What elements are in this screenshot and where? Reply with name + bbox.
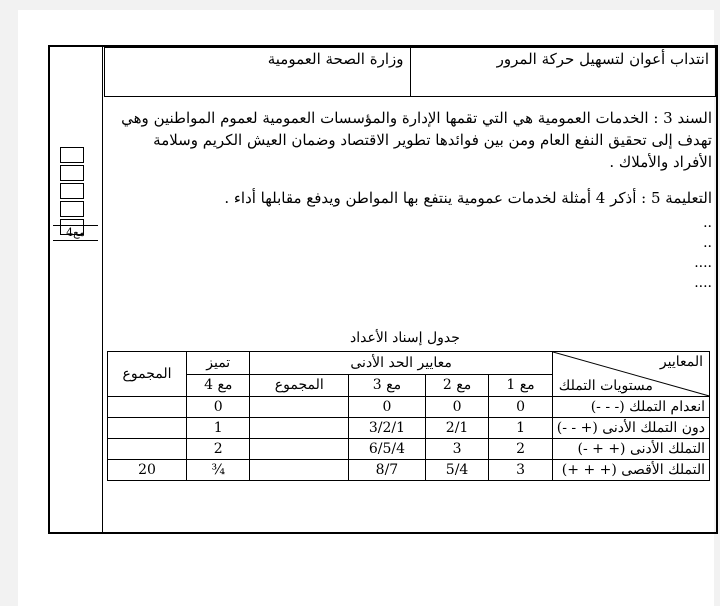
score-cell: 8/7 [349, 460, 426, 481]
level-cell: التملك الأقصى (+ + +) [552, 460, 709, 481]
level-cell: انعدام التملك (- - -) [552, 397, 709, 418]
total-header: المجموع [108, 352, 187, 397]
topic-cell: انتداب أعوان لتسهيل حركة المرور [410, 48, 716, 97]
answer-lines[interactable] [112, 213, 712, 293]
table-row [108, 418, 710, 439]
score-cell: 3 [489, 460, 552, 481]
score-cell: 0 [187, 397, 250, 418]
answer-line[interactable]: .. [703, 215, 712, 231]
col-header: المجموع [250, 374, 349, 397]
answer-line[interactable]: .. [703, 235, 712, 251]
score-cell: 5/4 [425, 460, 488, 481]
total-cell [108, 439, 187, 460]
ministry-cell: وزارة الصحة العمومية [105, 48, 411, 97]
criterion-label: مع4 [53, 225, 98, 241]
grading-title: جدول إسناد الأعداد [350, 330, 460, 346]
total-cell: 20 [108, 460, 187, 481]
subtotal-cell [250, 439, 349, 460]
min-criteria-header: معايير الحد الأدنى [250, 352, 552, 375]
score-cell: 1 [187, 418, 250, 439]
table-row [108, 439, 710, 460]
score-cell: 3/2/1 [349, 418, 426, 439]
score-box[interactable] [60, 147, 84, 163]
total-cell [108, 397, 187, 418]
instruction-text: التعليمة 5 : أذكر 4 أمثلة لخدمات عمومية ينتفع بها المواطن ويدفع مقابلها أداء . [224, 189, 712, 207]
answer-line[interactable]: .... [694, 275, 712, 291]
page-frame [48, 45, 718, 534]
score-cell: 2 [489, 439, 552, 460]
table-row [108, 397, 710, 418]
score-cell: 0 [349, 397, 426, 418]
score-box[interactable] [60, 165, 84, 181]
exam-sheet [18, 10, 714, 606]
answer-line[interactable]: .... [694, 255, 712, 271]
subtotal-cell [250, 397, 349, 418]
score-cell: 2/1 [425, 418, 488, 439]
exercise-content [112, 107, 712, 293]
excellence-header: تميز [187, 352, 250, 375]
score-cell: 0 [489, 397, 552, 418]
table-row [108, 460, 710, 481]
subtotal-cell [250, 418, 349, 439]
col-header: مع 3 [349, 374, 426, 397]
score-cell: 1 [489, 418, 552, 439]
header-table [104, 47, 716, 97]
score-boxes [60, 147, 84, 237]
levels-label: مستويات التملك [558, 378, 653, 394]
grading-table [107, 351, 710, 481]
score-box[interactable] [60, 201, 84, 217]
level-cell: التملك الأدنى (+ + -) [552, 439, 709, 460]
level-cell: دون التملك الأدنى (+ - -) [552, 418, 709, 439]
score-margin [50, 47, 103, 532]
score-box[interactable] [60, 183, 84, 199]
col-header: مع 2 [425, 374, 488, 397]
subtotal-cell [250, 460, 349, 481]
col-header: مع 1 [489, 374, 552, 397]
score-cell: 0 [425, 397, 488, 418]
score-cell: 2 [187, 439, 250, 460]
support-text: السند 3 : الخدمات العمومية هي التي تقمها الإدارة والمؤسسات العمومية لعموم المواطنين وهي تهدف إلى تحقيق النفع العام ومن بين فوائدها تطوير الاقتصاد وضمان العيش الكريم وسلامة الأفراد والأملاك . [121, 109, 712, 171]
criteria-header [552, 352, 709, 397]
col-header: مع 4 [187, 374, 250, 397]
criteria-label: المعايير [659, 354, 703, 370]
score-cell: 3 [425, 439, 488, 460]
score-cell: ¾ [187, 460, 250, 481]
total-cell [108, 418, 187, 439]
score-cell: 6/5/4 [349, 439, 426, 460]
